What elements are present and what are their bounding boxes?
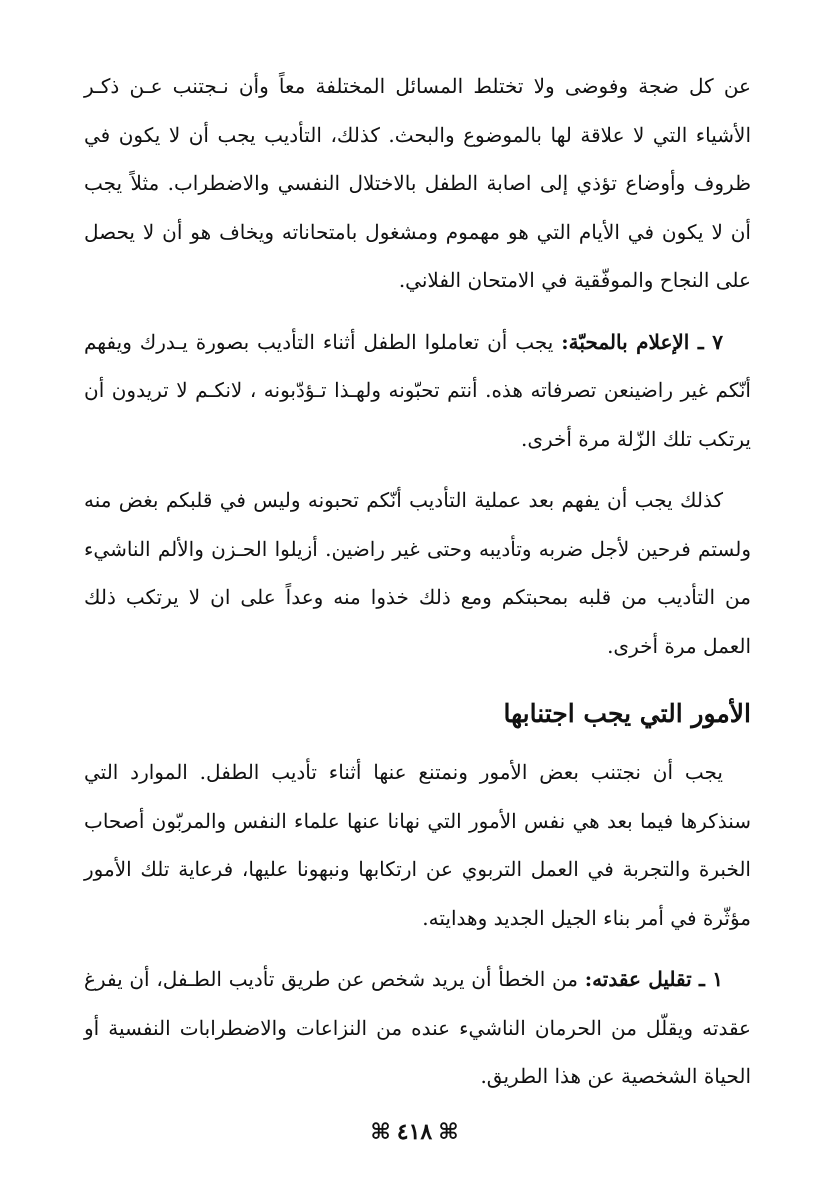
paragraph-5 — [84, 955, 751, 1101]
paragraph-4 — [84, 748, 751, 942]
page-body — [84, 62, 751, 1101]
section-1-lead: ١ ـ تقليل عقدته: — [584, 967, 723, 991]
paragraph-4-text: يجب أن نجتنب بعض الأمور ونمتنع عنها أثناء تأديب الطفل. الموارد التي سنذكرها فيما بعد هي نفس الأمور التي نهانا عنها علماء النفس والمربّون أصحاب الخبرة والتجربة في العمل التربوي عن ارتكابها ونبهونا عليها، فرعاية تلك الأمور مؤثّرة في أمر بناء الجيل الجديد وهدايته. — [84, 760, 751, 930]
section-7-lead: ٧ ـ الإعلام بالمحبّة: — [561, 329, 723, 354]
page-footer — [0, 1117, 829, 1147]
paragraph-2-text: يجب أن تعاملوا الطفل أثناء التأديب بصورة يـدرك ويفهم أنّكم غير راضينعن تصرفاته هذه. أنتم تحبّونه ولهـذا تـؤدّبونه ، لانكـم لا تريدون أن يرتكب تلك الزّلة مرة أخرى. — [84, 329, 751, 451]
paragraph-5-text: من الخطأ أن يريد شخص عن طريق تأديب الطـفل، أن يفرغ عقدته ويقلّل من الحرمان الناشيء عنده من النزاعات والاضطرابات النفسية أو الحياة الشخصية عن هذا الطريق. — [84, 967, 751, 1088]
section-heading: الأمور التي يجب اجتنابها — [503, 699, 751, 728]
paragraph-1 — [84, 62, 751, 305]
ornament-icon: ⌘ — [438, 1119, 459, 1145]
paragraph-1-text: عن كل ضجة وفوضى ولا تختلط المسائل المختلفة معاً وأن نـجتنب عـن ذكـر الأشياء التي لا علاقة لها بالموضوع والبحث. كذلك، التأديب يجب أن لا يكون في ظروف وأوضاع تؤذي إلى اصابة الطفل بالاختلال النفسي والاضطراب. مثلاً يجب أن لا يكون في الأيام التي هو مهموم ومشغول بامتحاناته ويخاف هو أن لا يحصل على النجاح والموفّقية في الامتحان الفلاني. — [84, 74, 751, 292]
paragraph-3 — [84, 476, 751, 670]
page-number: ٤١٨ — [396, 1119, 433, 1145]
ornament-icon: ⌘ — [370, 1119, 391, 1145]
paragraph-3-text: كذلك يجب أن يفهم بعد عملية التأديب أنّكم تحبونه وليس في قلبكم بغض منه ولستم فرحين لأجل ضربه وتأديبه وحتى غير راضين. أزيلوا الحـزن والألم الناشيء من التأديب من قلبه بمحبتكم ومع ذلك خذوا منه وعداً على ان لا يرتكب ذلك العمل مرة أخرى. — [84, 488, 751, 658]
paragraph-2 — [84, 318, 751, 464]
